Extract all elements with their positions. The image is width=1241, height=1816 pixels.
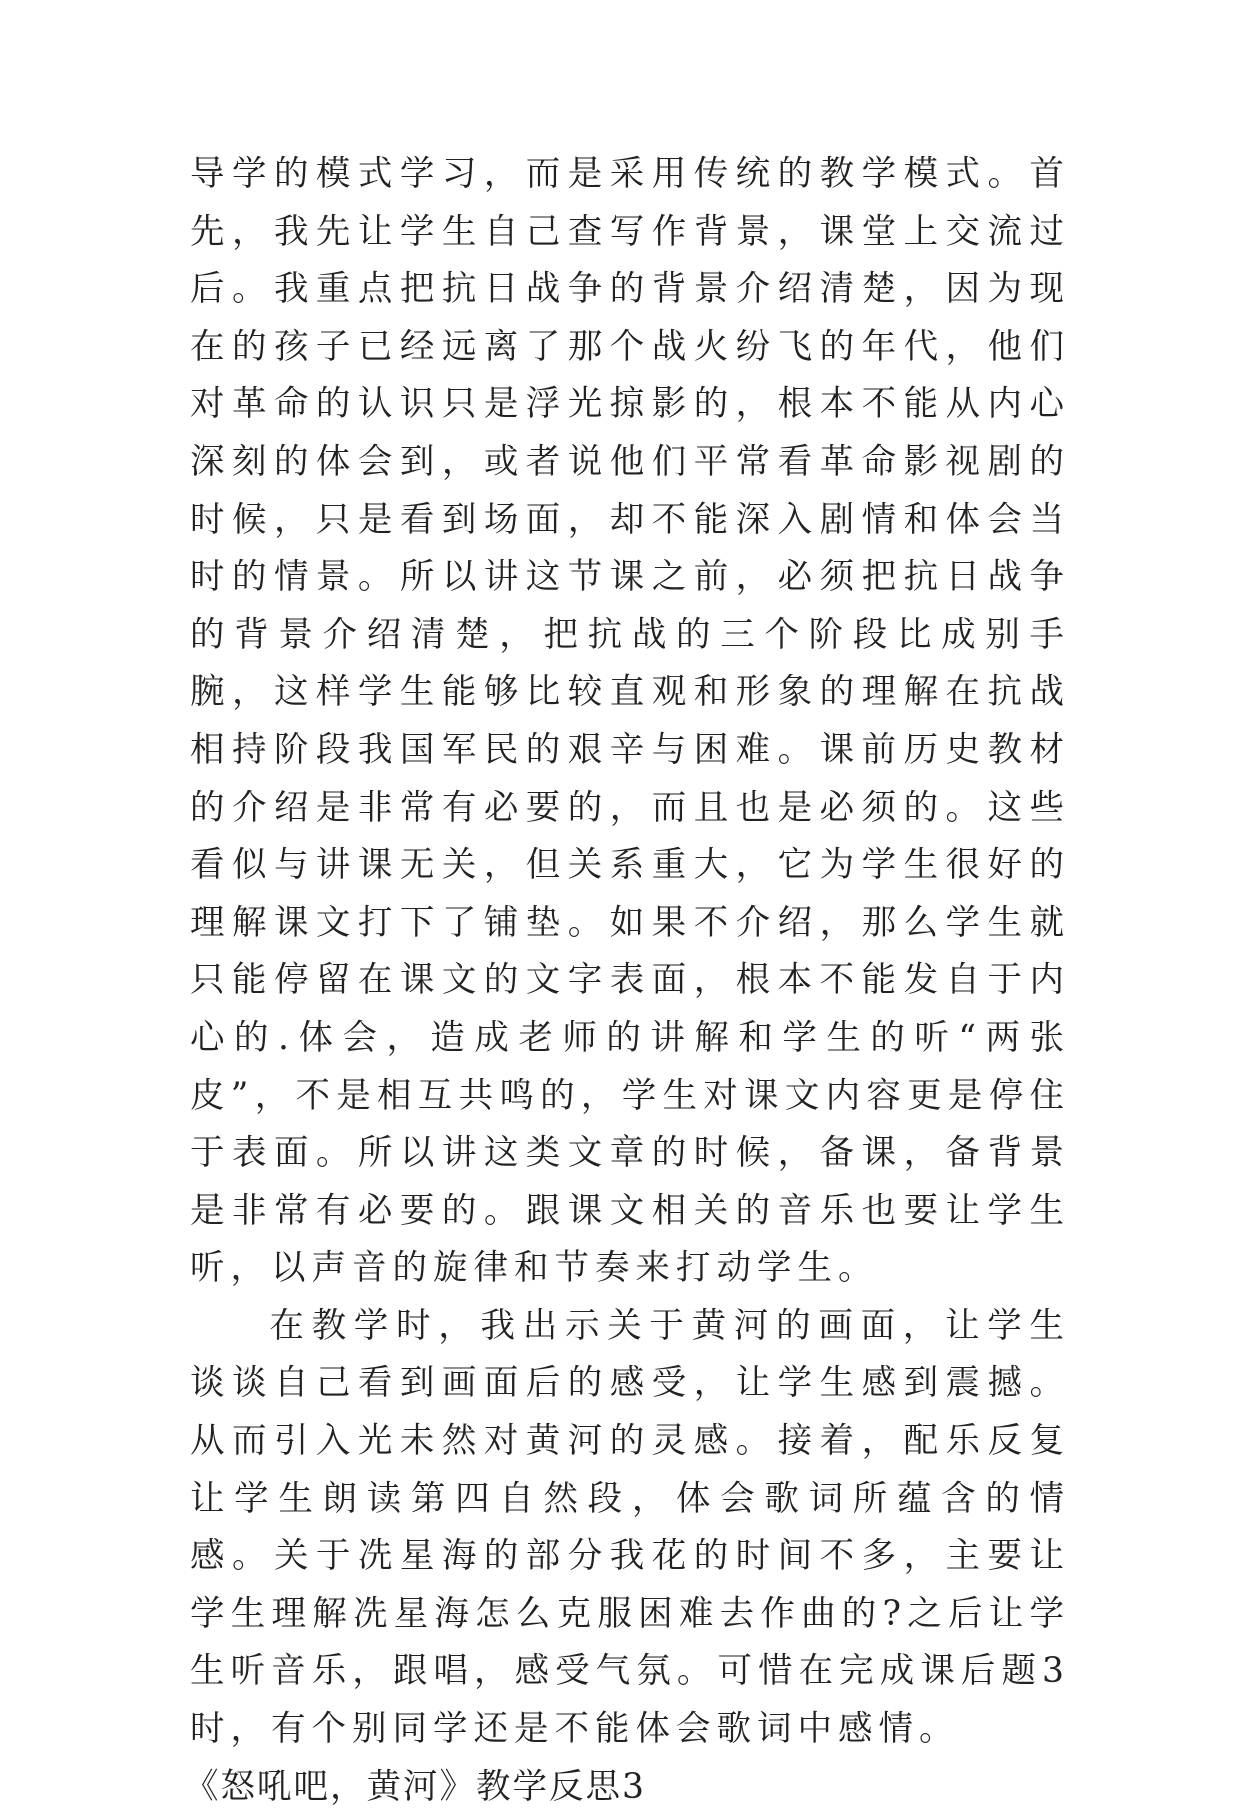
- body-paragraph-1: 导学的模式学习，而是采用传统的教学模式。首先，我先让学生自己查写作背景，课堂上交流过后。我重点把抗日战争的背景介绍清楚，因为现在的孩子已经远离了那个战火纷飞的年代，他们对革命的认识只是浮光掠影的，根本不能从内心深刻的体会到，或者说他们平常看革命影视剧的时候，只是看到场面，却不能深入剧情和体会当时的情景。所以讲这节课之前，必须把抗日战争的背景介绍清楚，把抗战的三个阶段比成别手腕，这样学生能够比较直观和形象的理解在抗战相持阶段我国军民的艰辛与困难。课前历史教材的介绍是非常有必要的，而且也是必须的。这些看似与讲课无关，但关系重大，它为学生很好的理解课文打下了铺垫。如果不介绍，那么学生就只能停留在课文的文字表面，根本不能发自于内心的.体会，造成老师的讲解和学生的听“两张皮”，不是相互共鸣的，学生对课文内容更是停住于表面。所以讲这类文章的时候，备课，备背景是非常有必要的。跟课文相关的音乐也要让学生听，以声音的旋律和节奏来打动学生。: [190, 154, 1070, 1289]
- section-title: 《怒吼吧，黄河》教学反思3: [184, 1766, 646, 1807]
- body-paragraph-2: 在教学时，我出示关于黄河的画面，让学生谈谈自己看到画面后的感受，让学生感到震撼。从而引入光未然对黄河的灵感。接着，配乐反复让学生朗读第四自然段，体会歌词所蕴含的情感。关于冼星海的部分我花的时间不多，主要让学生理解冼星海怎么克服困难去作曲的?之后让学生听音乐，跟唱，感受气氛。可惜在完成课后题3时，有个别同学还是不能体会歌词中感情。: [190, 1305, 1070, 1750]
- document-body: [184, 146, 1070, 1816]
